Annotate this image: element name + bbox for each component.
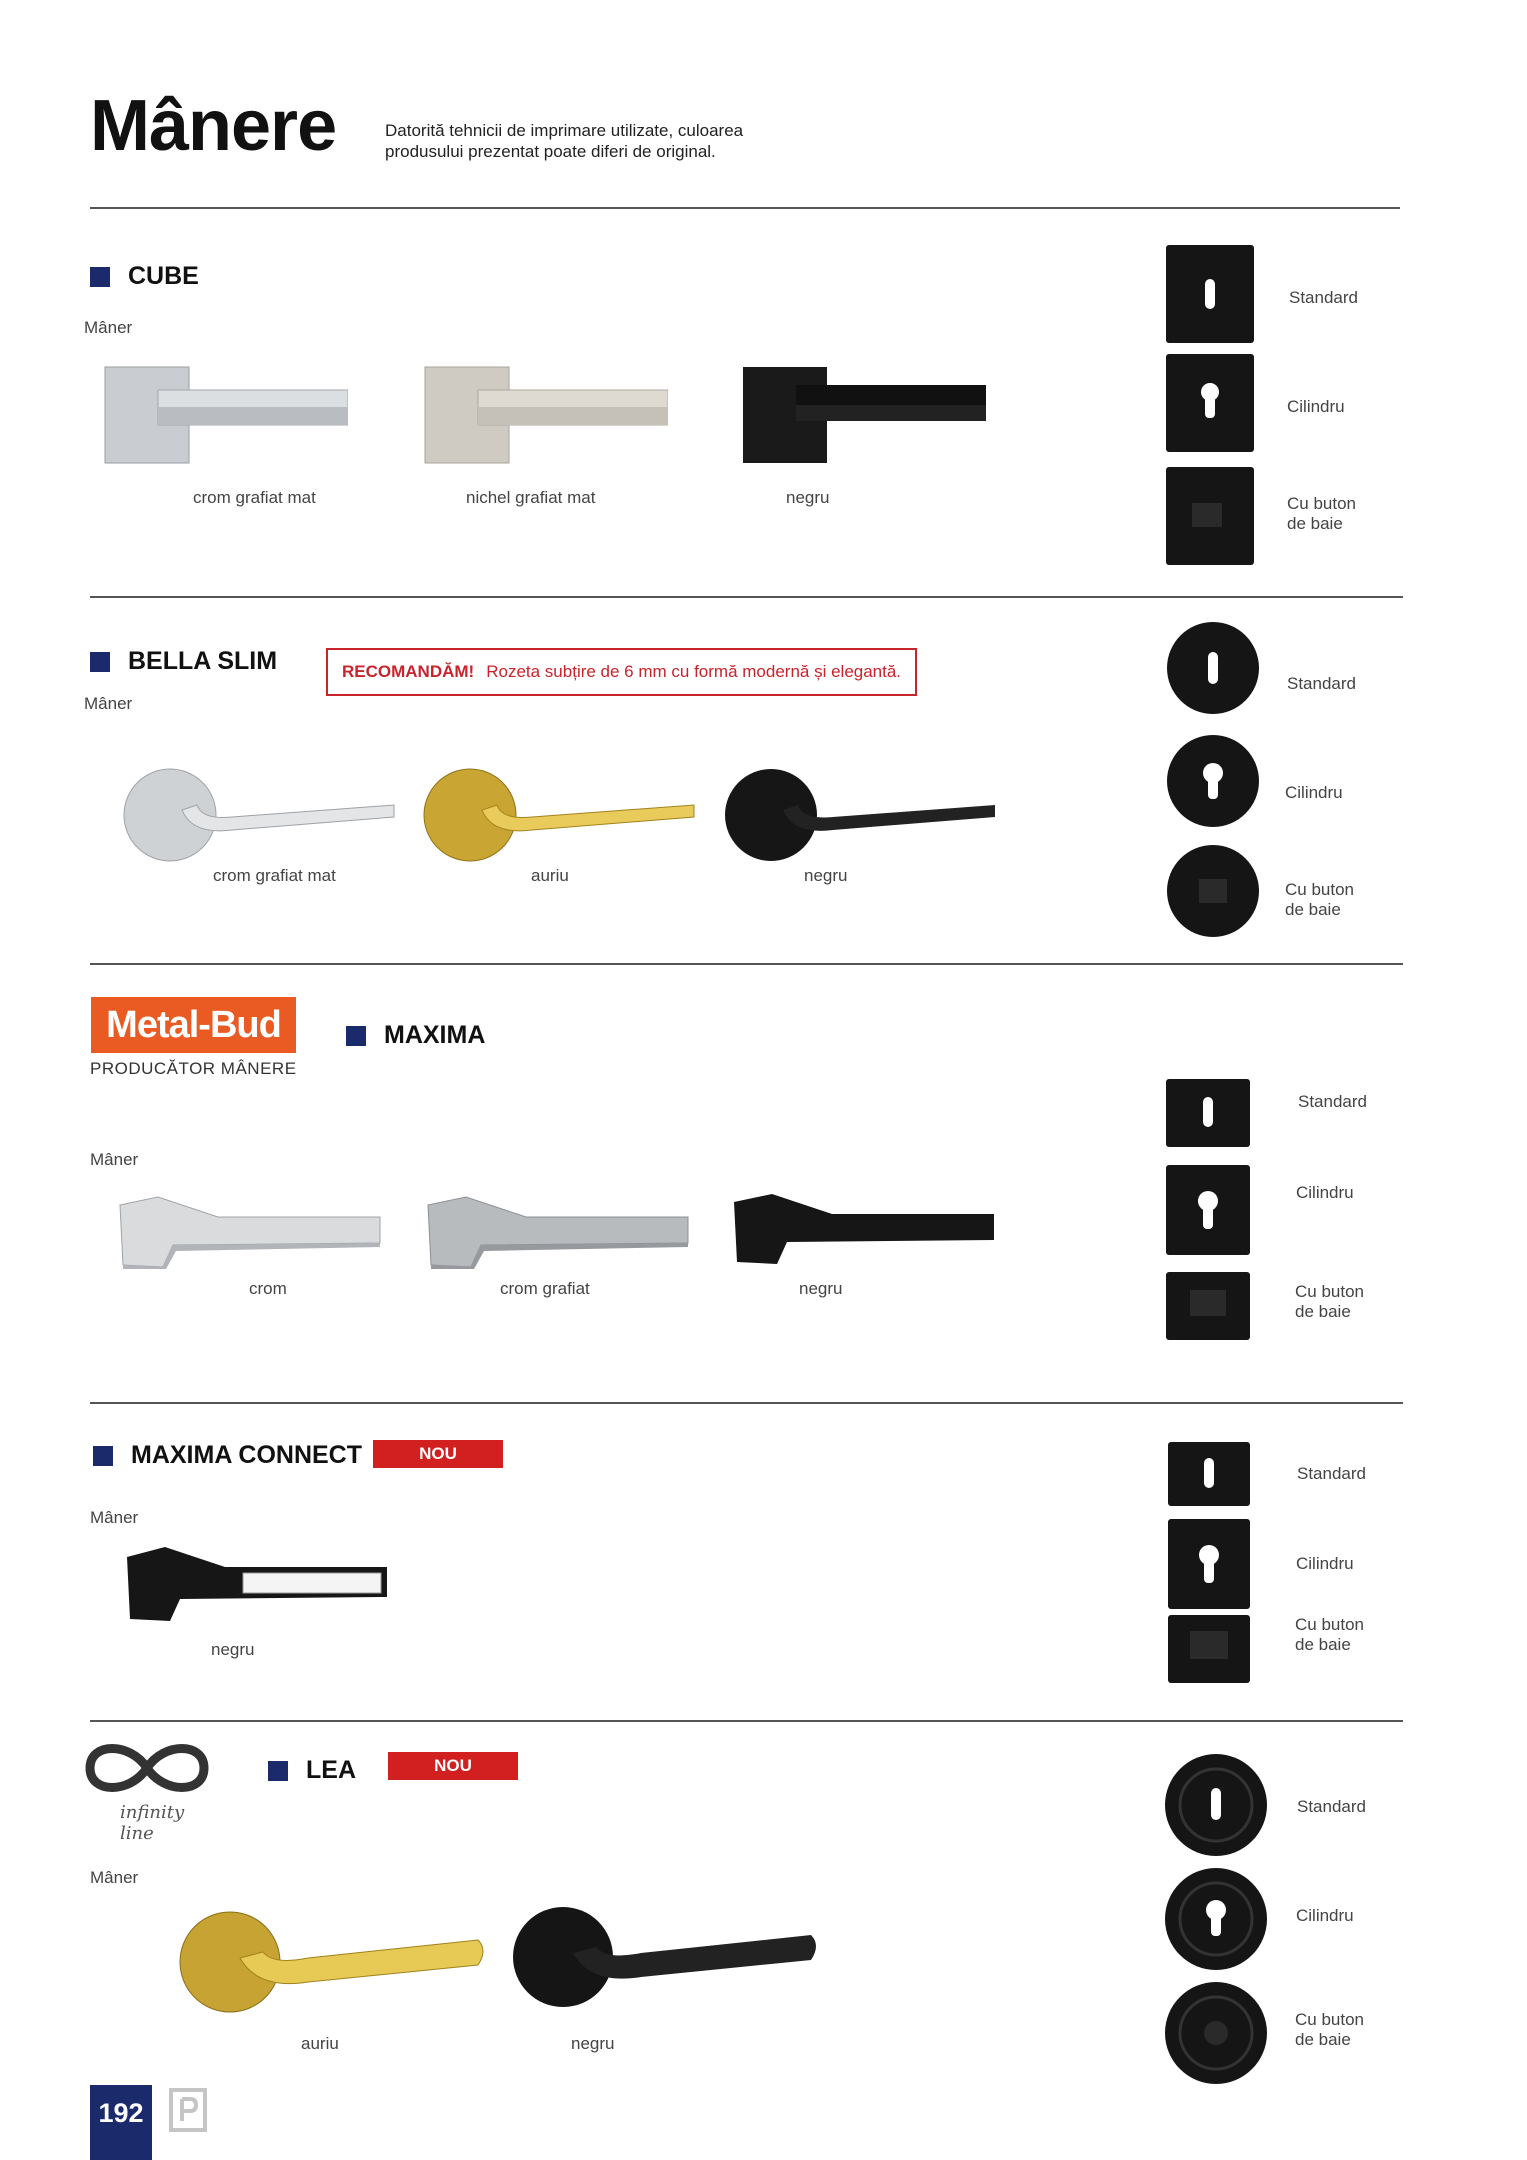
metal-bud-logo: Metal-Bud bbox=[91, 997, 296, 1053]
rosette-bath-icon bbox=[1164, 465, 1256, 567]
cube-handle-chrome-image bbox=[103, 365, 348, 465]
bella-handle-gold-image bbox=[422, 765, 697, 865]
recommend-box: RECOMANDĂM! Rozeta subțire de 6 mm cu formă modernă și elegantă. bbox=[326, 648, 917, 696]
finish-caption: negru bbox=[571, 2034, 615, 2053]
cube-handle-black-image bbox=[741, 365, 986, 465]
rosette-bath-icon bbox=[1164, 1270, 1252, 1342]
finish-caption: negru bbox=[211, 1640, 255, 1659]
lea-handle-black-image bbox=[511, 1905, 821, 2009]
variant-cylinder-label: Cilindru bbox=[1285, 783, 1343, 802]
page-number: 192 bbox=[90, 2085, 152, 2160]
infinity-logo-text: infinity line bbox=[120, 1802, 185, 1844]
handle-label: Mâner bbox=[90, 1508, 139, 1527]
rosette-bath-icon bbox=[1166, 1613, 1252, 1685]
rosette-bath-icon bbox=[1165, 843, 1261, 939]
rosette-cylinder-icon bbox=[1166, 1517, 1252, 1611]
bella-handle-chrome-image bbox=[122, 765, 397, 865]
divider bbox=[90, 596, 1403, 598]
finish-caption: negru bbox=[799, 1279, 843, 1298]
rosette-standard-icon bbox=[1164, 243, 1256, 345]
section-title-cube: CUBE bbox=[90, 262, 199, 291]
rosette-bath-icon bbox=[1163, 1980, 1269, 2086]
variant-bath-label: Cu buton de baie bbox=[1295, 1282, 1364, 1321]
variant-bath-label: Cu buton de baie bbox=[1285, 880, 1354, 919]
rosette-standard-icon bbox=[1163, 1752, 1269, 1858]
square-bullet-icon bbox=[268, 1761, 288, 1781]
section-title-bella-slim: BELLA SLIM bbox=[90, 647, 277, 676]
new-badge: NOU bbox=[388, 1752, 518, 1780]
rosette-cylinder-icon bbox=[1164, 352, 1256, 454]
variant-cylinder-label: Cilindru bbox=[1296, 1906, 1354, 1925]
square-bullet-icon bbox=[90, 652, 110, 672]
handle-label: Mâner bbox=[90, 1150, 139, 1169]
maxima-handle-chrome-image bbox=[118, 1195, 383, 1270]
page-title: Mânere bbox=[90, 86, 337, 166]
variant-standard-label: Standard bbox=[1298, 1092, 1367, 1111]
rosette-cylinder-icon bbox=[1165, 733, 1261, 829]
p-logo-icon bbox=[168, 2087, 208, 2133]
rosette-standard-icon bbox=[1165, 620, 1261, 716]
variant-standard-label: Standard bbox=[1297, 1797, 1366, 1816]
print-color-note: Datorită tehnicii de imprimare utilizate, culoarea produsului prezentat poate diferi de original. bbox=[385, 121, 744, 161]
handle-label: Mâner bbox=[84, 694, 133, 713]
maxima-handle-black-image bbox=[732, 1192, 997, 1267]
finish-caption: crom bbox=[249, 1279, 287, 1298]
divider bbox=[90, 1720, 1403, 1722]
finish-caption: crom grafiat mat bbox=[213, 866, 336, 885]
rosette-cylinder-icon bbox=[1164, 1163, 1252, 1257]
bella-handle-black-image bbox=[723, 765, 998, 865]
section-title-maxima: MAXIMA bbox=[346, 1021, 485, 1050]
finish-caption: crom grafiat bbox=[500, 1279, 590, 1298]
new-badge: NOU bbox=[373, 1440, 503, 1468]
variant-standard-label: Standard bbox=[1287, 674, 1356, 693]
infinity-line-logo bbox=[80, 1732, 215, 1844]
divider bbox=[90, 963, 1403, 965]
variant-standard-label: Standard bbox=[1289, 288, 1358, 307]
finish-caption: crom grafiat mat bbox=[193, 488, 316, 507]
variant-bath-label: Cu buton de baie bbox=[1287, 494, 1356, 533]
variant-bath-label: Cu buton de baie bbox=[1295, 2010, 1364, 2049]
finish-caption: negru bbox=[786, 488, 830, 507]
variant-cylinder-label: Cilindru bbox=[1287, 397, 1345, 416]
section-title-maxima-connect: MAXIMA CONNECT bbox=[93, 1441, 362, 1470]
square-bullet-icon bbox=[93, 1446, 113, 1466]
divider bbox=[90, 207, 1400, 209]
infinity-logo-icon bbox=[80, 1732, 215, 1804]
rosette-cylinder-icon bbox=[1163, 1866, 1269, 1972]
finish-caption: nichel grafiat mat bbox=[466, 488, 596, 507]
variant-cylinder-label: Cilindru bbox=[1296, 1183, 1354, 1202]
variant-standard-label: Standard bbox=[1297, 1464, 1366, 1483]
finish-caption: auriu bbox=[301, 2034, 339, 2053]
square-bullet-icon bbox=[90, 267, 110, 287]
maxima-handle-graphite-image bbox=[426, 1195, 691, 1270]
divider bbox=[90, 1402, 1403, 1404]
rosette-standard-icon bbox=[1164, 1077, 1252, 1149]
metal-bud-subtitle: PRODUCĂTOR MÂNERE bbox=[90, 1059, 297, 1078]
lea-handle-gold-image bbox=[178, 1910, 488, 2014]
maxima-connect-handle-black-image bbox=[125, 1545, 390, 1623]
rosette-standard-icon bbox=[1166, 1440, 1252, 1508]
handle-label: Mâner bbox=[90, 1868, 139, 1887]
variant-cylinder-label: Cilindru bbox=[1296, 1554, 1354, 1573]
finish-caption: negru bbox=[804, 866, 848, 885]
square-bullet-icon bbox=[346, 1026, 366, 1046]
finish-caption: auriu bbox=[531, 866, 569, 885]
handle-label: Mâner bbox=[84, 318, 133, 337]
section-title-lea: LEA bbox=[268, 1756, 356, 1785]
cube-handle-nickel-image bbox=[423, 365, 668, 465]
variant-bath-label: Cu buton de baie bbox=[1295, 1615, 1364, 1654]
